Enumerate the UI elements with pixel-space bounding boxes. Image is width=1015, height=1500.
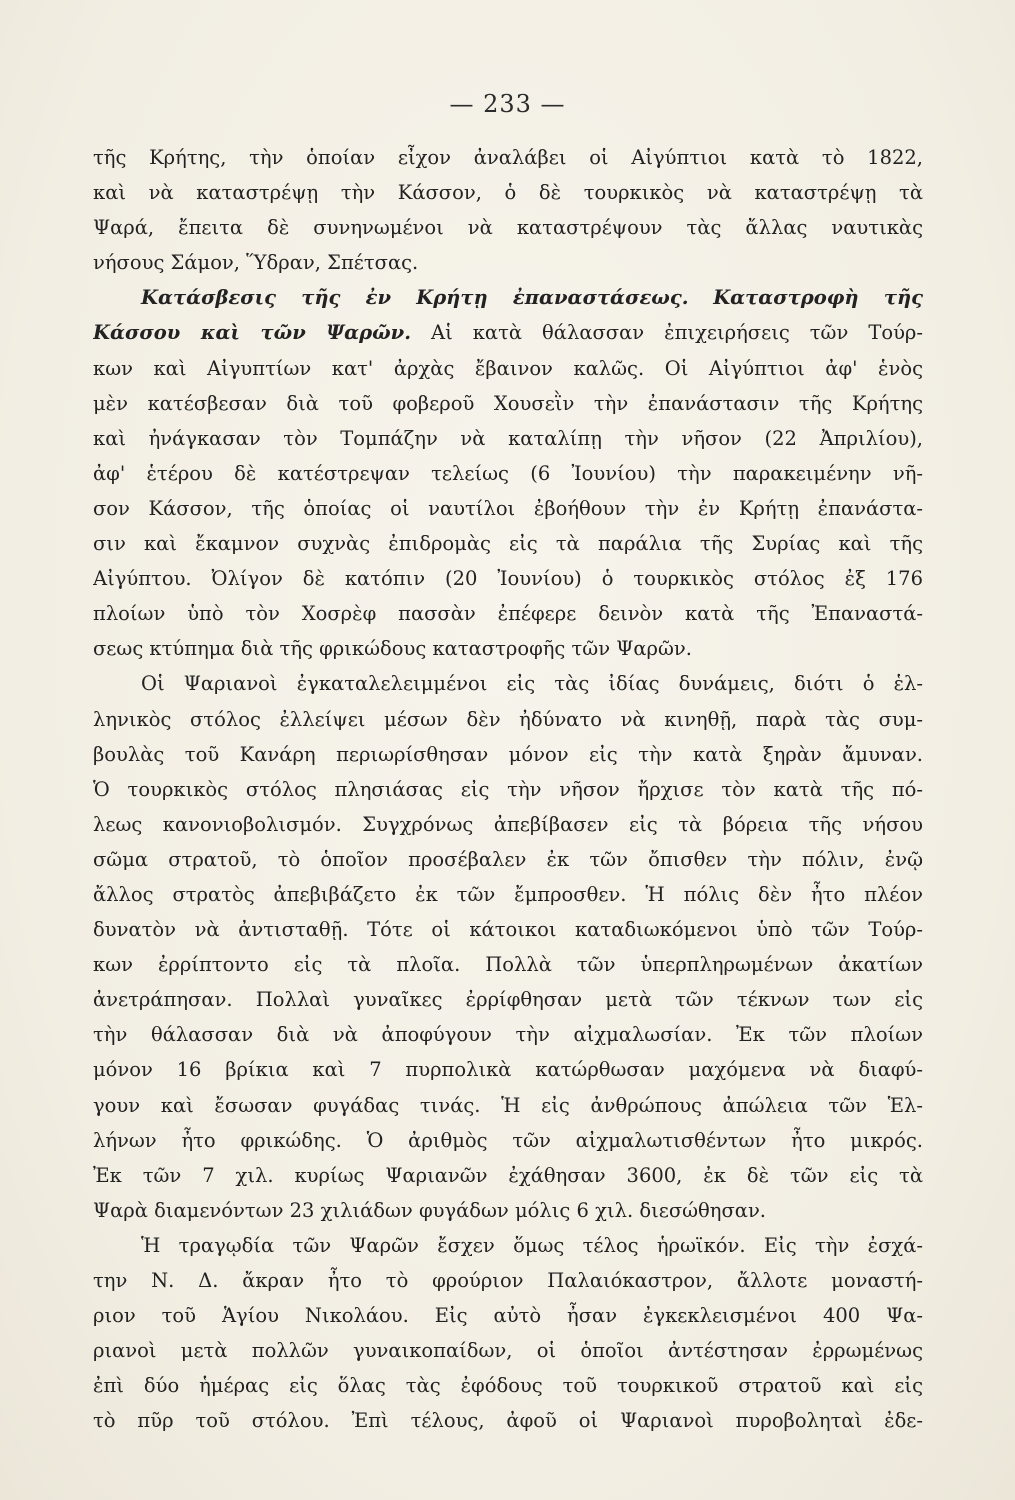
text-line: σεως κτύπημα διὰ τῆς φρικώδους καταστροφῆς τῶν Ψαρῶν. [93,637,692,661]
text-line: σῶμα στρατοῦ, τὸ ὁποῖον προσέβαλεν ἐκ τῶν ὄπισθεν τὴν πόλιν, ἐνῷ [93,847,923,871]
section-heading-line [93,280,923,315]
text-line: κων ἐρρίπτοντο εἰς τὰ πλοῖα. Πολλὰ τῶν ὑπερπληρωμένων ἀκατίων [93,953,923,977]
text-line: Οἱ Ψαριανοὶ ἐγκαταλελειμμένοι εἰς τὰς ἰδίας δυνάμεις, διότι ὁ ἑλ- [141,672,923,696]
text-line: τῆς Κρήτης, τὴν ὁποίαν εἶχον ἀναλάβει οἱ Αἰγύπτιοι κατὰ τὸ 1822, [93,146,923,169]
text-line: ληνικὸς στόλος ἐλλείψει μέσων δὲν ἠδύνατο νὰ κινηθῇ, παρὰ τὰς συμ- [93,707,923,731]
text-line: τὴν θάλασσαν διὰ νὰ ἀποφύγουν τὴν αἰχμαλωσίαν. Ἐκ τῶν πλοίων [93,1023,923,1047]
text-line: καὶ νὰ καταστρέψῃ τὴν Κάσσον, ὁ δὲ τουρκικὸς νὰ καταστρέψῃ τὰ [93,181,923,205]
text-line: καὶ ἠνάγκασαν τὸν Τομπάζην νὰ καταλίπῃ τὴν νῆσον (22 Ἀπριλίου), [93,426,923,450]
text-line: Αἰγύπτου. Ὀλίγον δὲ κατόπιν (20 Ἰουνίου) ὁ τουρκικὸς στόλος ἐξ 176 [93,567,923,591]
body-text [93,140,923,1438]
text-line: Ψαρὰ διαμενόντων 23 χιλιάδων φυγάδων μόλις 6 χιλ. διεσώθησαν. [93,1198,766,1222]
text-line: ριον τοῦ Ἁγίου Νικολάου. Εἰς αὐτὸ ἦσαν ἐγκεκλεισμένοι 400 Ψα- [93,1304,923,1328]
text-line: γουν καὶ ἔσωσαν φυγάδας τινάς. Ἡ εἰς ἀνθρώπους ἀπώλεια τῶν Ἑλ- [93,1093,923,1117]
text-line: ἀφ' ἑτέρου δὲ κατέστρεψαν τελείως (6 Ἰουνίου) τὴν παρακειμένην νῆ- [93,461,923,485]
text-line: λήνων ἦτο φρικώδης. Ὁ ἀριθμὸς τῶν αἰχμαλωτισθέντων ἦτο μικρός. [93,1128,923,1152]
text-line: μὲν κατέσβεσαν διὰ τοῦ φοβεροῦ Χουσεῒν τὴν ἐπανάστασιν τῆς Κρήτης [93,391,923,415]
text-line: την Ν. Δ. ἄκραν ἦτο τὸ φρούριον Παλαιόκαστρον, ἄλλοτε μοναστή- [93,1269,923,1292]
text-line-rest: Αἱ κατὰ θάλασσαν ἐπιχειρήσεις τῶν Τούρ- [431,321,923,345]
section-heading-line [93,315,923,350]
text-line: ἄλλος στρατὸς ἀπεβιβάζετο ἐκ τῶν ἔμπροσθεν. Ἡ πόλις δὲν ἦτο πλέον [93,882,923,906]
text-line: Ἡ τραγῳδία τῶν Ψαρῶν ἔσχεν ὅμως τέλος ἡρωϊκόν. Εἰς τὴν ἐσχά- [141,1233,923,1257]
text-line: μόνον 16 βρίκια καὶ 7 πυρπολικὰ κατώρθωσαν μαχόμενα νὰ διαφύ- [93,1058,923,1082]
page-number: — 233 — [449,90,566,118]
text-line: δυνατὸν νὰ ἀντισταθῇ. Τότε οἱ κάτοικοι καταδιωκόμενοι ὑπὸ τῶν Τούρ- [93,918,923,942]
text-line: τὸ πῦρ τοῦ στόλου. Ἐπὶ τέλους, ἀφοῦ οἱ Ψαριανοὶ πυροβοληταὶ ἐδε- [93,1409,923,1433]
text-line: Ὁ τουρκικὸς στόλος πλησιάσας εἰς τὴν νῆσον ἤρχισε τὸν κατὰ τῆς πό- [93,777,923,801]
text-line: σιν καὶ ἔκαμνον συχνὰς ἐπιδρομὰς εἰς τὰ παράλια τῆς Συρίας καὶ τῆς [93,532,923,556]
text-line: πλοίων ὑπὸ τὸν Χοσρὲφ πασσὰν ἐπέφερε δεινὸν κατὰ τῆς Ἐπαναστά- [93,602,923,626]
section-heading: Κατάσβεσις τῆς ἐν Κρήτῃ ἐπαναστάσεως. [141,286,689,310]
text-line: νήσους Σάμον, Ὕδραν, Σπέτσας. [93,251,419,275]
text-line: Ἐκ τῶν 7 χιλ. κυρίως Ψαριανῶν ἐχάθησαν 3600, ἐκ δὲ τῶν εἰς τὰ [93,1163,923,1187]
text-line: ριανοὶ μετὰ πολλῶν γυναικοπαίδων, οἱ ὁποῖοι ἀντέστησαν ἐρρωμένως [93,1339,923,1363]
section-heading-end: Κάσσου καὶ τῶν Ψαρῶν. [93,321,411,345]
text-line: λεως κανονιοβολισμόν. Συγχρόνως ἀπεβίβασεν εἰς τὰ βόρεια τῆς νήσου [93,812,923,836]
text-line: Ψαρά, ἔπειτα δὲ συνηνωμένοι νὰ καταστρέψουν τὰς ἄλλας ναυτικὰς [93,216,923,240]
text-line: σον Κάσσον, τῆς ὁποίας οἱ ναυτίλοι ἐβοήθουν τὴν ἐν Κρήτῃ ἐπανάστα- [93,496,923,520]
section-heading-continued: Καταστροφὴ τῆς [713,286,923,310]
text-line: κων καὶ Αἰγυπτίων κατ' ἀρχὰς ἔβαινον καλῶς. Οἱ Αἰγύπτιοι ἀφ' ἑνὸς [93,356,923,380]
text-line: ἐπὶ δύο ἡμέρας εἰς ὅλας τὰς ἐφόδους τοῦ τουρκικοῦ στρατοῦ καὶ εἰς [93,1374,923,1398]
text-line: ἀνετράπησαν. Πολλαὶ γυναῖκες ἐρρίφθησαν μετὰ τῶν τέκνων των εἰς [93,988,923,1012]
text-line: βουλὰς τοῦ Κανάρη περιωρίσθησαν μόνον εἰς τὴν κατὰ ξηρὰν ἄμυναν. [93,742,923,766]
